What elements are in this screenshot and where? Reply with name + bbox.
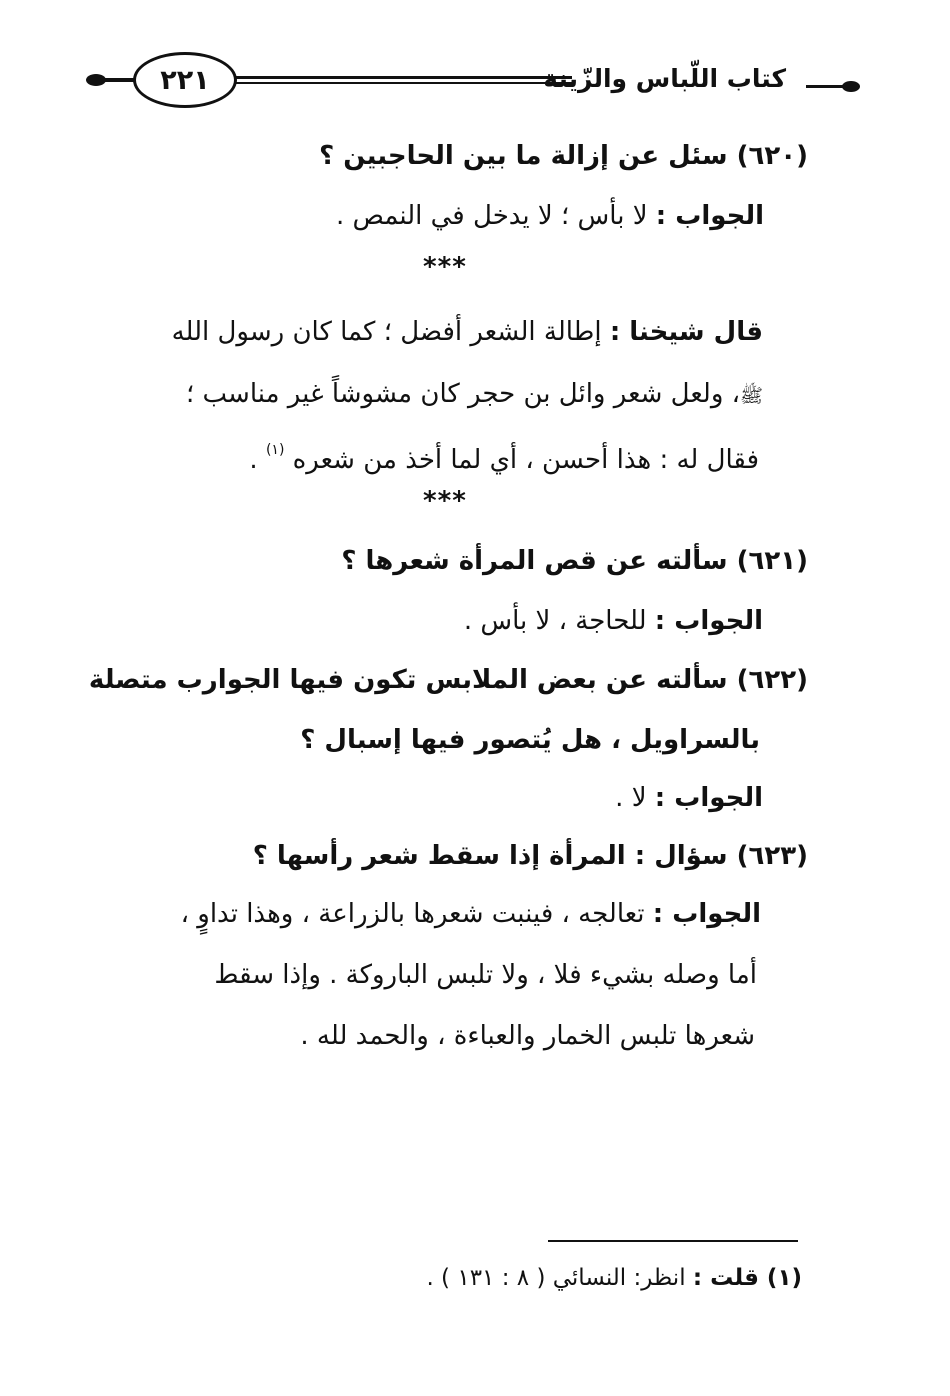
answer-623-line-3: شعرها تلبس الخمار والعباءة ، والحمد لله . bbox=[300, 1021, 755, 1051]
question-620: (٦٢٠) سئل عن إزالة ما بين الحاجبين ؟ bbox=[319, 141, 808, 171]
salla-symbol: ﷺ bbox=[740, 385, 763, 407]
sheikh-note-line-2 bbox=[186, 374, 763, 416]
sheikh-note-text-3: فقال له : هذا أحسن ، أي لما أخذ من شعره bbox=[292, 445, 759, 475]
book-title: كتاب اللّباس والزّينة bbox=[543, 64, 786, 93]
sheikh-note-label: قال شيخنا : bbox=[609, 317, 763, 347]
question-623: (٦٢٣) سؤال : المرأة إذا سقط شعر رأسها ؟ bbox=[252, 841, 808, 871]
sheikh-note-text-1: إطالة الشعر أفضل ؛ كما كان رسول الله bbox=[171, 317, 610, 347]
sheikh-note-line-3 bbox=[249, 430, 759, 480]
question-622-line-2: بالسراويل ، هل يُتصور فيها إسبال ؟ bbox=[300, 725, 760, 755]
answer-text: لا . bbox=[615, 783, 655, 813]
answer-text-1: تعالجه ، فينبت شعرها بالزراعة ، وهذا تداوٍ ، bbox=[180, 899, 653, 929]
answer-621 bbox=[464, 601, 763, 641]
question-622-line-1: (٦٢٢) سألته عن بعض الملابس تكون فيها الجوارب متصلة bbox=[88, 665, 808, 695]
header-right-ornament bbox=[842, 81, 860, 92]
answer-622 bbox=[615, 778, 763, 818]
sheikh-note-text-2: ، ولعل شعر وائل بن حجر كان مشوشاً غير مناسب ؛ bbox=[185, 379, 741, 409]
header-middle-rule-2 bbox=[232, 82, 572, 84]
section-separator: *** bbox=[423, 486, 467, 516]
answer-text: للحاجة ، لا بأس . bbox=[463, 606, 655, 636]
answer-label: الجواب : bbox=[652, 899, 761, 929]
question-621: (٦٢١) سألته عن قص المرأة شعرها ؟ bbox=[341, 546, 808, 576]
answer-label: الجواب : bbox=[655, 201, 764, 231]
sheikh-note-end: . bbox=[249, 445, 266, 475]
footnote bbox=[426, 1258, 802, 1298]
answer-text: لا بأس ؛ لا يدخل في النمص . bbox=[335, 201, 656, 231]
answer-label: الجواب : bbox=[654, 606, 763, 636]
footnote-label: (١) قلت : bbox=[692, 1265, 802, 1291]
footnote-reference[interactable]: (١) bbox=[265, 442, 285, 458]
answer-623-line-2: أما وصله بشيء فلا ، ولا تلبس الباروكة . وإذا سقط bbox=[214, 960, 757, 990]
header-left-rule bbox=[100, 78, 136, 82]
footnote-divider bbox=[548, 1240, 798, 1242]
answer-623-line-1 bbox=[181, 894, 761, 934]
page-number: ٢٢١ bbox=[133, 52, 237, 108]
header-middle-rule bbox=[232, 76, 572, 79]
answer-label: الجواب : bbox=[654, 783, 763, 813]
section-separator: *** bbox=[423, 252, 467, 282]
answer-620 bbox=[336, 196, 764, 236]
footnote-text: انظر: النسائي ( ٨ : ١٣١ ) . bbox=[426, 1265, 693, 1291]
sheikh-note-line-1 bbox=[172, 312, 763, 352]
